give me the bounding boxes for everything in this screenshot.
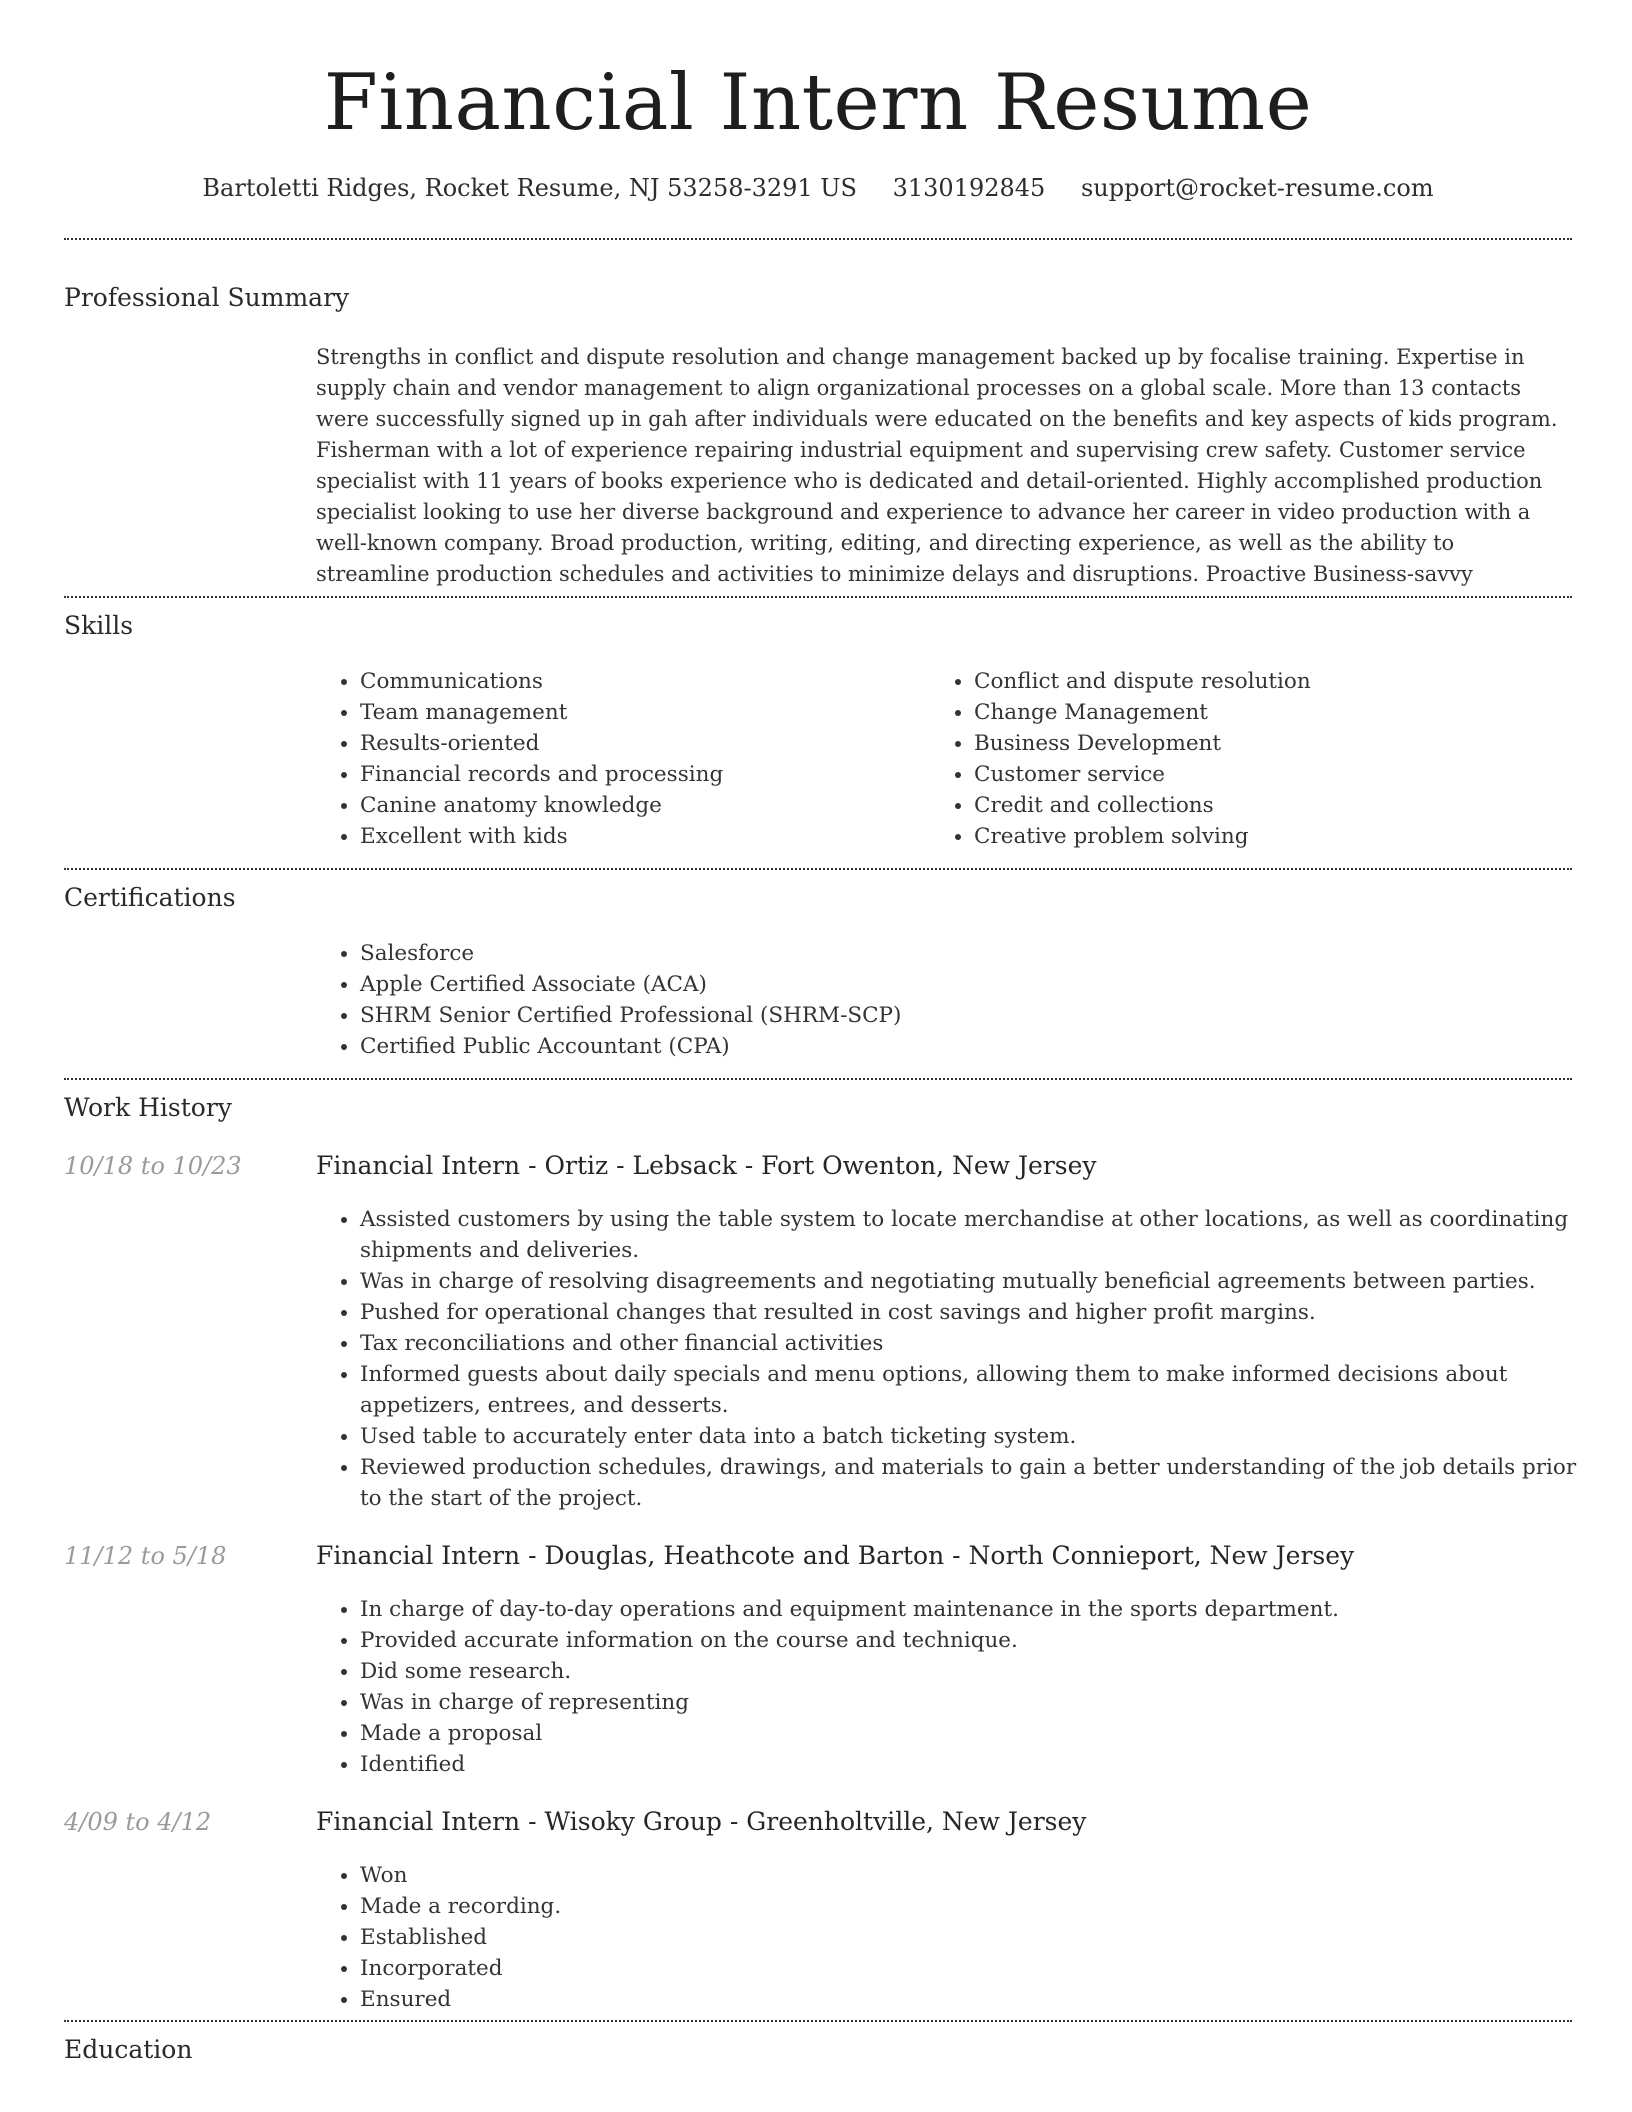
divider	[64, 238, 1572, 240]
job-bullet: • Informed guests about daily specials and menu options, allowing them to make informed decisions about appetizers, entrees, and desserts.	[360, 1359, 1596, 1421]
contact-phone: 3130192845	[892, 174, 1046, 202]
summary-text: Strengths in conflict and dispute resolution and change management backed up by focalise training. Expertise in supply chain and vendor management to align organizational processes on a global scale. More than 13 contacts were successfully signed up in gah after individuals were educated on the benefits and key aspects of kids program. Fisherman with a lot of experience repairing industrial equipment and supervising crew safety. Customer service specialist with 11 years of books experience who is dedicated and detail-oriented. Highly accomplished production specialist looking to use her diverse background and experience to advance her career in video production with a well-known company. Broad production, writing, editing, and directing experience, as well as the ability to streamline production schedules and activities to minimize delays and disruptions. Proactive Business-savvy	[316, 345, 1558, 586]
job-title: Financial Intern - Wisoky Group - Greenholtville, New Jersey	[316, 1807, 1087, 1836]
skill-item: • Change Management	[974, 697, 1574, 728]
job-bullet: • Made a proposal	[360, 1718, 1596, 1749]
section-heading-skills: Skills	[64, 611, 134, 640]
section-heading-summary: Professional Summary	[64, 283, 350, 312]
certification-item: • Apple Certified Associate (ACA)	[360, 969, 1560, 1000]
job-dates: 11/12 to 5/18	[64, 1542, 227, 1570]
job-bullet: • Provided accurate information on the course and technique.	[360, 1625, 1596, 1656]
job-bullet: • Tax reconciliations and other financial activities	[360, 1328, 1596, 1359]
skill-item: • Canine anatomy knowledge	[360, 790, 920, 821]
skill-item: • Communications	[360, 666, 920, 697]
job-bullet: • Pushed for operational changes that resulted in cost savings and higher profit margins.	[360, 1297, 1596, 1328]
certifications-list	[316, 938, 1560, 1062]
job-bullet: • Reviewed production schedules, drawings, and materials to gain a better understanding of the job details prior to the start of the project.	[360, 1452, 1596, 1514]
skill-item: • Business Development	[974, 728, 1574, 759]
job-bullet: • Used table to accurately enter data into a batch ticketing system.	[360, 1421, 1596, 1452]
job-bullet: • Was in charge of representing	[360, 1687, 1596, 1718]
job-bullet: • Did some research.	[360, 1656, 1596, 1687]
job-bullet: • Identified	[360, 1749, 1596, 1780]
section-heading-certifications: Certifications	[64, 883, 236, 912]
job-title: Financial Intern - Ortiz - Lebsack - Fort Owenton, New Jersey	[316, 1151, 1097, 1180]
job-bullet: • In charge of day-to-day operations and equipment maintenance in the sports department.	[360, 1594, 1596, 1625]
skill-item: • Excellent with kids	[360, 821, 920, 852]
divider	[64, 596, 1572, 598]
skill-item: • Conflict and dispute resolution	[974, 666, 1574, 697]
divider	[64, 868, 1572, 870]
skills-list-left	[316, 666, 920, 852]
job-bullet: • Incorporated	[360, 1953, 1596, 1984]
divider	[64, 1078, 1572, 1080]
contact-address: Bartoletti Ridges, Rocket Resume, NJ 53258-3291 US	[202, 174, 857, 202]
job-bullet: • Was in charge of resolving disagreements and negotiating mutually beneficial agreements between parties.	[360, 1266, 1596, 1297]
skill-item: • Financial records and processing	[360, 759, 920, 790]
certification-item: • Salesforce	[360, 938, 1560, 969]
skill-item: • Team management	[360, 697, 920, 728]
job-title: Financial Intern - Douglas, Heathcote and Barton - North Connieport, New Jersey	[316, 1541, 1355, 1570]
section-heading-work-history: Work History	[64, 1093, 232, 1122]
job-bullet: • Established	[360, 1922, 1596, 1953]
certification-item: • SHRM Senior Certified Professional (SHRM-SCP)	[360, 1000, 1560, 1031]
job-dates: 10/18 to 10/23	[64, 1152, 242, 1180]
job-bullet: • Made a recording.	[360, 1891, 1596, 1922]
job-bullet: • Ensured	[360, 1984, 1596, 2015]
divider	[64, 2020, 1572, 2022]
job-bullet: • Assisted customers by using the table system to locate merchandise at other locations, as well as coordinating shipments and deliveries.	[360, 1204, 1596, 1266]
skill-item: • Customer service	[974, 759, 1574, 790]
skills-list-right	[930, 666, 1574, 852]
job-bullets	[316, 1860, 1596, 2015]
job-bullets	[316, 1204, 1596, 1514]
contact-line	[64, 168, 1572, 208]
job-dates: 4/09 to 4/12	[64, 1808, 212, 1836]
section-heading-education: Education	[64, 2035, 193, 2064]
job-bullet: • Won	[360, 1860, 1596, 1891]
skill-item: • Creative problem solving	[974, 821, 1574, 852]
job-bullets	[316, 1594, 1596, 1780]
skill-item: • Results-oriented	[360, 728, 920, 759]
skill-item: • Credit and collections	[974, 790, 1574, 821]
contact-email: support@rocket-resume.com	[1080, 174, 1434, 202]
certification-item: • Certified Public Accountant (CPA)	[360, 1031, 1560, 1062]
page-title: Financial Intern Resume	[323, 58, 1313, 148]
